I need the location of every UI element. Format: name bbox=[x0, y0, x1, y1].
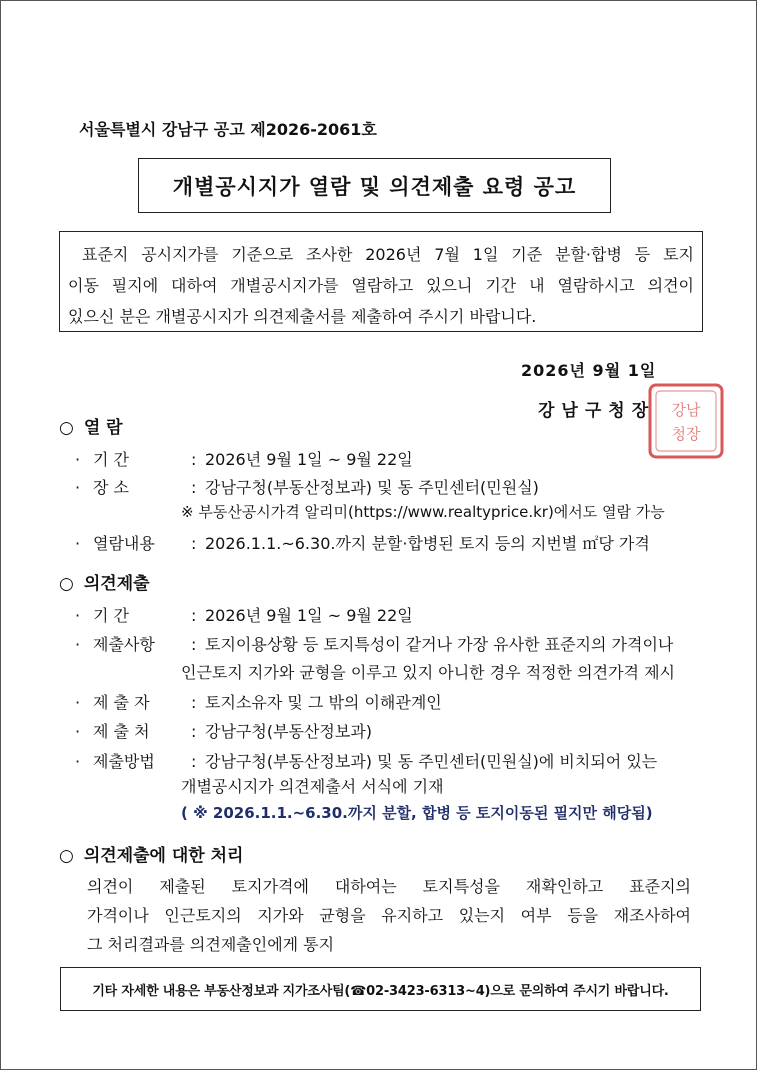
row-colon: : bbox=[191, 450, 197, 469]
dot-bullet-icon: · bbox=[75, 635, 81, 654]
dot-bullet-icon: · bbox=[75, 534, 81, 553]
row-value: 토지이용상황 등 토지특성이 같거나 가장 유사한 표준지의 가격이나 bbox=[205, 635, 674, 654]
section-inspection-heading bbox=[59, 413, 123, 438]
inspection-content-row bbox=[75, 531, 650, 554]
inspection-period-row bbox=[75, 447, 413, 470]
svg-text:강남: 강남 bbox=[671, 401, 701, 419]
processing-line-3: 그 처리결과를 의견제출인에게 통지 bbox=[87, 935, 335, 954]
opinion-matter-line-2: 인근토지 지가와 균형을 이루고 있지 아니한 경우 적정한 의견가격 제시 bbox=[181, 663, 675, 682]
row-label: 기 간 bbox=[93, 606, 129, 625]
section-heading-text: 열 람 bbox=[83, 418, 123, 438]
dot-bullet-icon: · bbox=[75, 478, 81, 497]
processing-line-2: 가격이나 인근토지의 지가와 균형을 유지하고 있는지 여부 등을 재조사하여 bbox=[87, 906, 691, 925]
row-colon: : bbox=[191, 722, 197, 741]
row-colon: : bbox=[191, 606, 197, 625]
inspection-place-row bbox=[75, 475, 539, 498]
intro-line-1: 표준지 공시지가를 기준으로 조사한 2026년 7월 1일 기준 분할·합병 등 토지 bbox=[82, 245, 694, 264]
processing-line-1: 의견이 제출된 토지가격에 대하여는 토지특성을 재확인하고 표준지의 bbox=[87, 877, 691, 896]
issuing-office: 강남구청장 bbox=[538, 401, 656, 421]
contact-info-box bbox=[60, 967, 701, 1011]
dot-bullet-icon: · bbox=[75, 752, 81, 771]
row-colon: : bbox=[191, 752, 197, 771]
row-label: 제 출 자 bbox=[93, 693, 150, 712]
row-label: 제 출 처 bbox=[93, 722, 150, 741]
opinion-method-row bbox=[75, 749, 657, 772]
notice-title: 개별공시지가 열람 및 의견제출 요령 공고 bbox=[172, 174, 577, 199]
row-value: 2026년 9월 1일 ~ 9월 22일 bbox=[205, 450, 413, 469]
circle-bullet-icon: ○ bbox=[59, 846, 74, 866]
notice-number: 서울특별시 강남구 공고 제2026-2061호 bbox=[79, 120, 377, 139]
official-seal-stamp bbox=[644, 379, 728, 463]
issue-date: 2026년 9월 1일 bbox=[521, 361, 657, 380]
circle-bullet-icon: ○ bbox=[59, 418, 74, 438]
row-colon: : bbox=[191, 635, 197, 654]
row-value: 토지소유자 및 그 밖의 이해관계인 bbox=[205, 693, 442, 712]
opinion-method-line-2: 개별공시지가 의견제출서 서식에 기재 bbox=[181, 777, 444, 796]
dot-bullet-icon: · bbox=[75, 450, 81, 469]
section-heading-text: 의견제출 bbox=[83, 574, 150, 594]
row-label: 제출사항 bbox=[93, 635, 155, 654]
opinion-matter-row bbox=[75, 632, 673, 655]
row-colon: : bbox=[191, 534, 197, 553]
inspection-place-note: ※ 부동산공시가격 알리미(https://www.realtyprice.kr)에서도 열람 가능 bbox=[181, 503, 665, 521]
opinion-submitter-row bbox=[75, 690, 442, 713]
intro-line-2: 이동 필지에 대하여 개별공시지가를 열람하고 있으니 기간 내 열람하시고 의견이 bbox=[68, 276, 694, 295]
circle-bullet-icon: ○ bbox=[59, 574, 74, 594]
dot-bullet-icon: · bbox=[75, 606, 81, 625]
section-heading-text: 의견제출에 대한 처리 bbox=[83, 846, 244, 866]
row-colon: : bbox=[191, 693, 197, 712]
section-processing-heading bbox=[59, 841, 243, 866]
opinion-method-note: ( ※ 2026.1.1.~6.30.까지 분할, 합병 등 토지이동된 필지만 해당됨) bbox=[181, 804, 653, 822]
opinion-period-row bbox=[75, 603, 413, 626]
opinion-destination-row bbox=[75, 719, 372, 742]
contact-info-text: 기타 자세한 내용은 부동산정보과 지가조사팀(☎02-3423-6313~4)으로 문의하여 주시기 바랍니다. bbox=[92, 983, 669, 999]
row-value: 2026년 9월 1일 ~ 9월 22일 bbox=[205, 606, 413, 625]
dot-bullet-icon: · bbox=[75, 693, 81, 712]
dot-bullet-icon: · bbox=[75, 722, 81, 741]
svg-text:청장: 청장 bbox=[671, 425, 701, 443]
row-label: 열람내용 bbox=[93, 534, 155, 553]
row-value: 2026.1.1.~6.30.까지 분할·합병된 토지 등의 지번별 ㎡당 가격 bbox=[205, 534, 650, 553]
row-label: 장 소 bbox=[93, 478, 129, 497]
row-value: 강남구청(부동산정보과) 및 동 주민센터(민원실) bbox=[205, 478, 539, 497]
row-label: 기 간 bbox=[93, 450, 129, 469]
intro-box bbox=[59, 231, 703, 332]
section-opinion-heading bbox=[59, 569, 150, 594]
intro-line-3: 있으신 분은 개별공시지가 의견제출서를 제출하여 주시기 바랍니다. bbox=[68, 307, 537, 326]
row-value: 강남구청(부동산정보과) 및 동 주민센터(민원실)에 비치되어 있는 bbox=[205, 752, 658, 771]
row-value: 강남구청(부동산정보과) bbox=[205, 722, 373, 741]
row-label: 제출방법 bbox=[93, 752, 155, 771]
notice-title-box bbox=[138, 158, 611, 213]
row-colon: : bbox=[191, 478, 197, 497]
